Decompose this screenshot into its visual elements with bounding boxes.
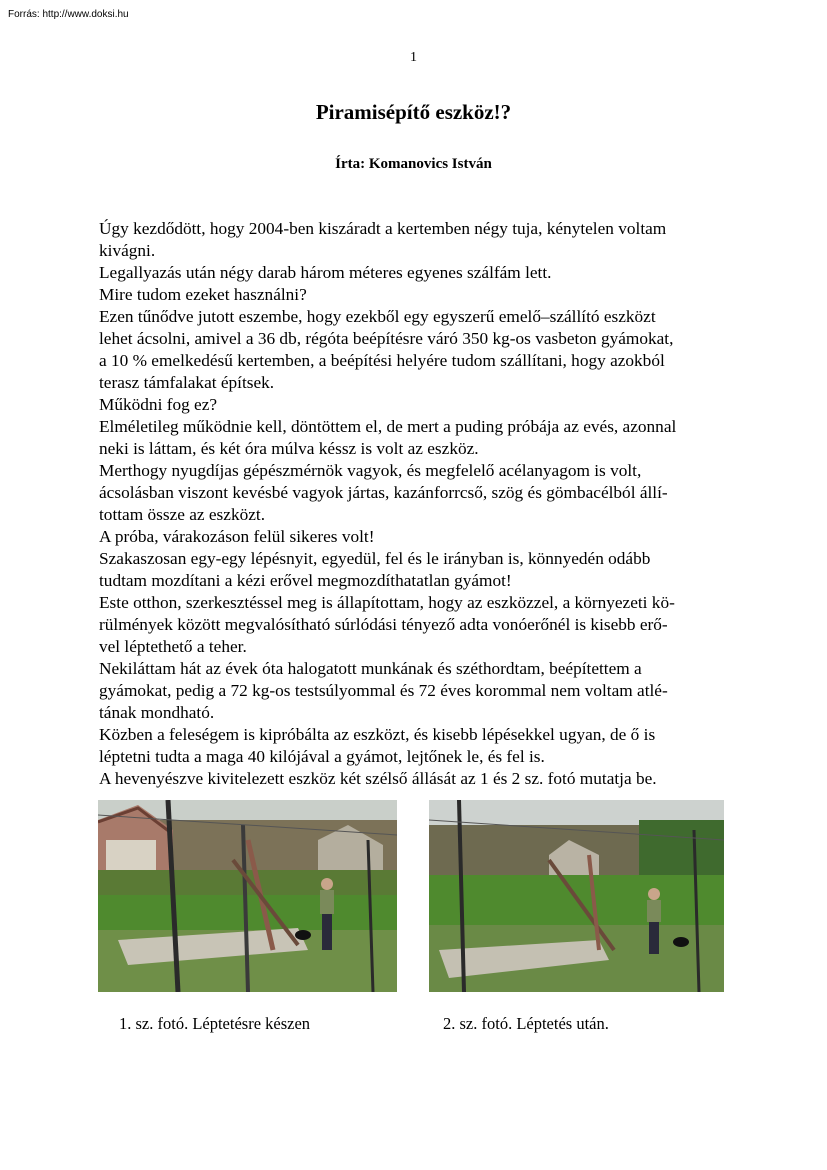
- body-line: a 10 % emelkedésű kertemben, a beépítési helyére tudom szállítani, hogy azokból: [99, 351, 665, 370]
- photo-2-garden-device: [429, 800, 724, 992]
- author-line: Írta: Komanovics István: [335, 156, 492, 172]
- body-line: Közben a feleségem is kipróbálta az eszközt, és kisebb lépésekkel ugyan, de ő is: [99, 725, 656, 744]
- body-line: lehet ácsolni, amivel a 36 db, régóta beépítésre váró 350 kg-os vasbeton gyámokat,: [99, 329, 674, 348]
- body-line: tudtam mozdítani a kézi erővel megmozdíthatatlan gyámot!: [99, 571, 512, 590]
- body-line: Működni fog ez?: [99, 395, 218, 414]
- body-line: tottam össze az eszközt.: [99, 505, 266, 524]
- body-line: Nekiláttam hát az évek óta halogatott munkának és széthordtam, beépítettem a: [99, 659, 642, 678]
- body-line: Ezen tűnődve jutott eszembe, hogy ezekből egy egyszerű emelő–szállító eszközt: [99, 307, 656, 326]
- body-line: léptetni tudta a maga 40 kilójával a gyámot, lejtőnek le, és fel is.: [99, 747, 545, 766]
- body-line: Elméletileg működnie kell, döntöttem el, de mert a puding próbája az evés, azonnal: [99, 417, 677, 436]
- source-note: Forrás: http://www.doksi.hu: [8, 9, 129, 20]
- body-line: terasz támfalakat építsek.: [99, 373, 275, 392]
- photo-2-caption: 2. sz. fotó. Léptetés után.: [443, 1014, 609, 1033]
- body-line: A hevenyészve kivitelezett eszköz két szélső állását az 1 és 2 sz. fotó mutatja be.: [99, 769, 657, 788]
- body-line: Merthogy nyugdíjas gépészmérnök vagyok, és megfelelő acélanyagom is volt,: [99, 461, 642, 480]
- body-line: gyámokat, pedig a 72 kg-os testsúlyommal és 72 éves korommal nem voltam atlé-: [99, 681, 668, 700]
- body-line: A próba, várakozáson felül sikeres volt!: [99, 527, 375, 546]
- body-line: tának mondható.: [99, 703, 215, 722]
- photo-1-garden-device: [98, 800, 397, 992]
- photo-1-caption: 1. sz. fotó. Léptetésre készen: [119, 1014, 311, 1033]
- article-body: [99, 218, 739, 790]
- page-number: 1: [410, 50, 417, 65]
- body-line: kivágni.: [99, 241, 156, 260]
- body-line: Úgy kezdődött, hogy 2004-ben kiszáradt a kertemben négy tuja, kénytelen voltam: [99, 219, 667, 238]
- body-line: ácsolásban viszont kevésbé vagyok jártas, kazánforrcső, szög és gömbacélból állí-: [99, 483, 668, 502]
- body-line: Szakaszosan egy-egy lépésnyit, egyedül, fel és le irányban is, könnyedén odább: [99, 549, 651, 568]
- body-line: neki is láttam, és két óra múlva késsz is volt az eszköz.: [99, 439, 479, 458]
- body-line: Este otthon, szerkesztéssel meg is állapítottam, hogy az eszközzel, a környezeti kö-: [99, 593, 675, 612]
- body-line: Mire tudom ezeket használni?: [99, 285, 307, 304]
- body-line: Legallyazás után négy darab három méteres egyenes szálfám lett.: [99, 263, 552, 282]
- body-line: vel léptethető a teher.: [99, 637, 247, 656]
- body-line: rülmények között megvalósítható súrlódási tényező adta vonóerőnél is kisebb erő-: [99, 615, 668, 634]
- document-title: Piramisépítő eszköz!?: [315, 100, 512, 124]
